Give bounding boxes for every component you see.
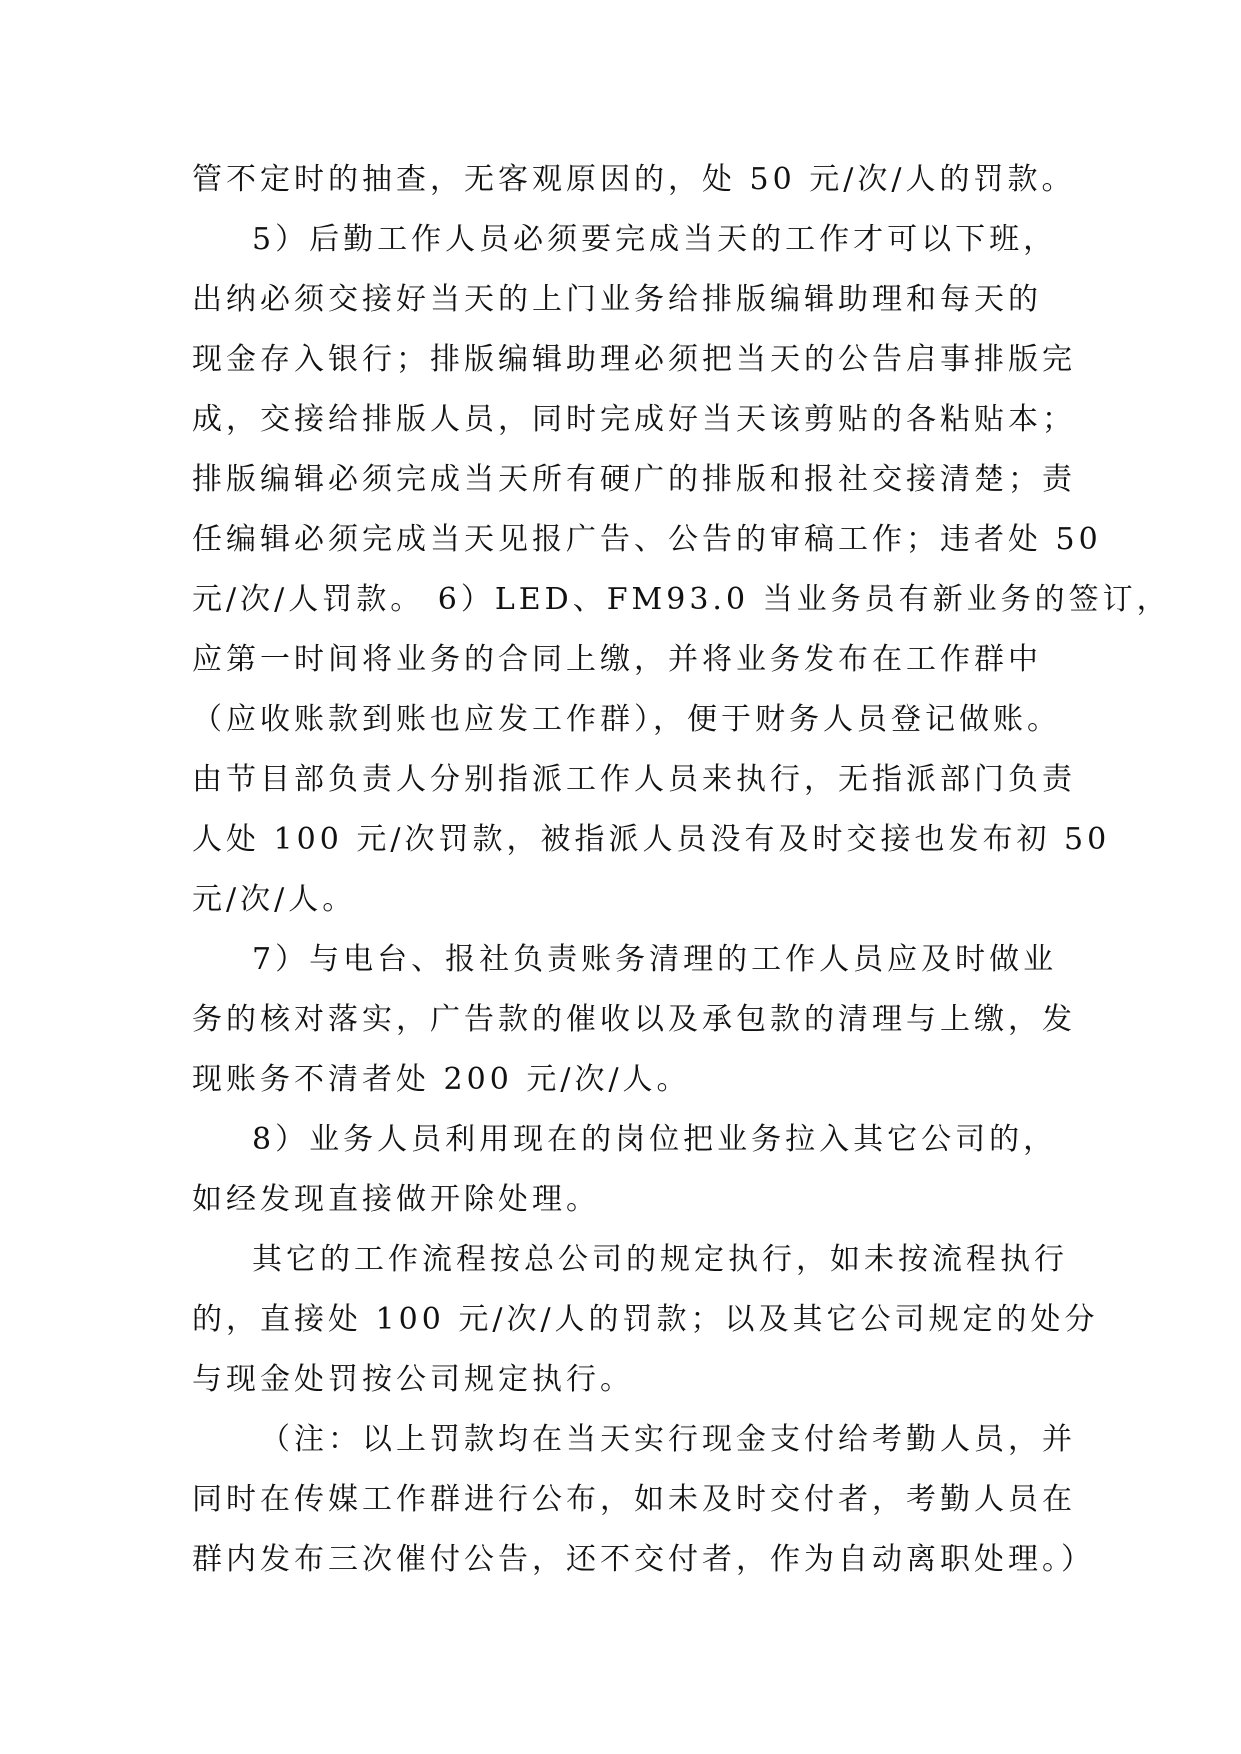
paragraph-line: 成，交接给排版人员，同时完成好当天该剪贴的各粘贴本； <box>192 402 1076 437</box>
paragraph-line: 人处 100 元/次罚款，被指派人员没有及时交接也发布初 50 <box>192 822 1111 857</box>
paragraph-line: 由节目部负责人分别指派工作人员来执行，无指派部门负责 <box>192 762 1076 797</box>
paragraph-line: 应第一时间将业务的合同上缴，并将业务发布在工作群中 <box>192 642 1042 677</box>
paragraph-line: 其它的工作流程按总公司的规定执行，如未按流程执行 <box>252 1242 1068 1277</box>
paragraph-line: 同时在传媒工作群进行公布，如未及时交付者，考勤人员在 <box>192 1482 1076 1517</box>
paragraph-line: 务的核对落实，广告款的催收以及承包款的清理与上缴，发 <box>192 1002 1076 1037</box>
paragraph-line: 7）与电台、报社负责账务清理的工作人员应及时做业 <box>252 942 1058 977</box>
paragraph-line: 元/次/人。 <box>192 882 357 917</box>
paragraph-line: 任编辑必须完成当天见报广告、公告的审稿工作；违者处 50 <box>192 522 1102 557</box>
paragraph-line: （注：以上罚款均在当天实行现金支付给考勤人员，并 <box>260 1422 1076 1457</box>
paragraph-line: 出纳必须交接好当天的上门业务给排版编辑助理和每天的 <box>192 282 1042 317</box>
paragraph-line: 如经发现直接做开除处理。 <box>192 1182 600 1217</box>
paragraph-line: 现金存入银行；排版编辑助理必须把当天的公告启事排版完 <box>192 342 1076 377</box>
paragraph-line: 与现金处罚按公司规定执行。 <box>192 1362 634 1397</box>
paragraph-line: 现账务不清者处 200 元/次/人。 <box>192 1062 691 1097</box>
paragraph-line: 群内发布三次催付公告，还不交付者，作为自动离职处理。） <box>192 1542 1095 1577</box>
paragraph-line: 管不定时的抽查，无客观原因的，处 50 元/次/人的罚款。 <box>192 162 1076 197</box>
paragraph-line: 5）后勤工作人员必须要完成当天的工作才可以下班， <box>252 222 1058 257</box>
document-body <box>192 150 1171 1590</box>
paragraph-line: （应收账款到账也应发工作群），便于财务人员登记做账。 <box>192 702 1061 737</box>
paragraph-line: 的，直接处 100 元/次/人的罚款；以及其它公司规定的处分 <box>192 1302 1099 1337</box>
paragraph-line: 元/次/人罚款。 6）LED、FM93.0 当业务员有新业务的签订， <box>192 582 1171 617</box>
paragraph-line: 8）业务人员利用现在的岗位把业务拉入其它公司的， <box>252 1122 1058 1157</box>
paragraph-line: 排版编辑必须完成当天所有硬广的排版和报社交接清楚；责 <box>192 462 1076 497</box>
